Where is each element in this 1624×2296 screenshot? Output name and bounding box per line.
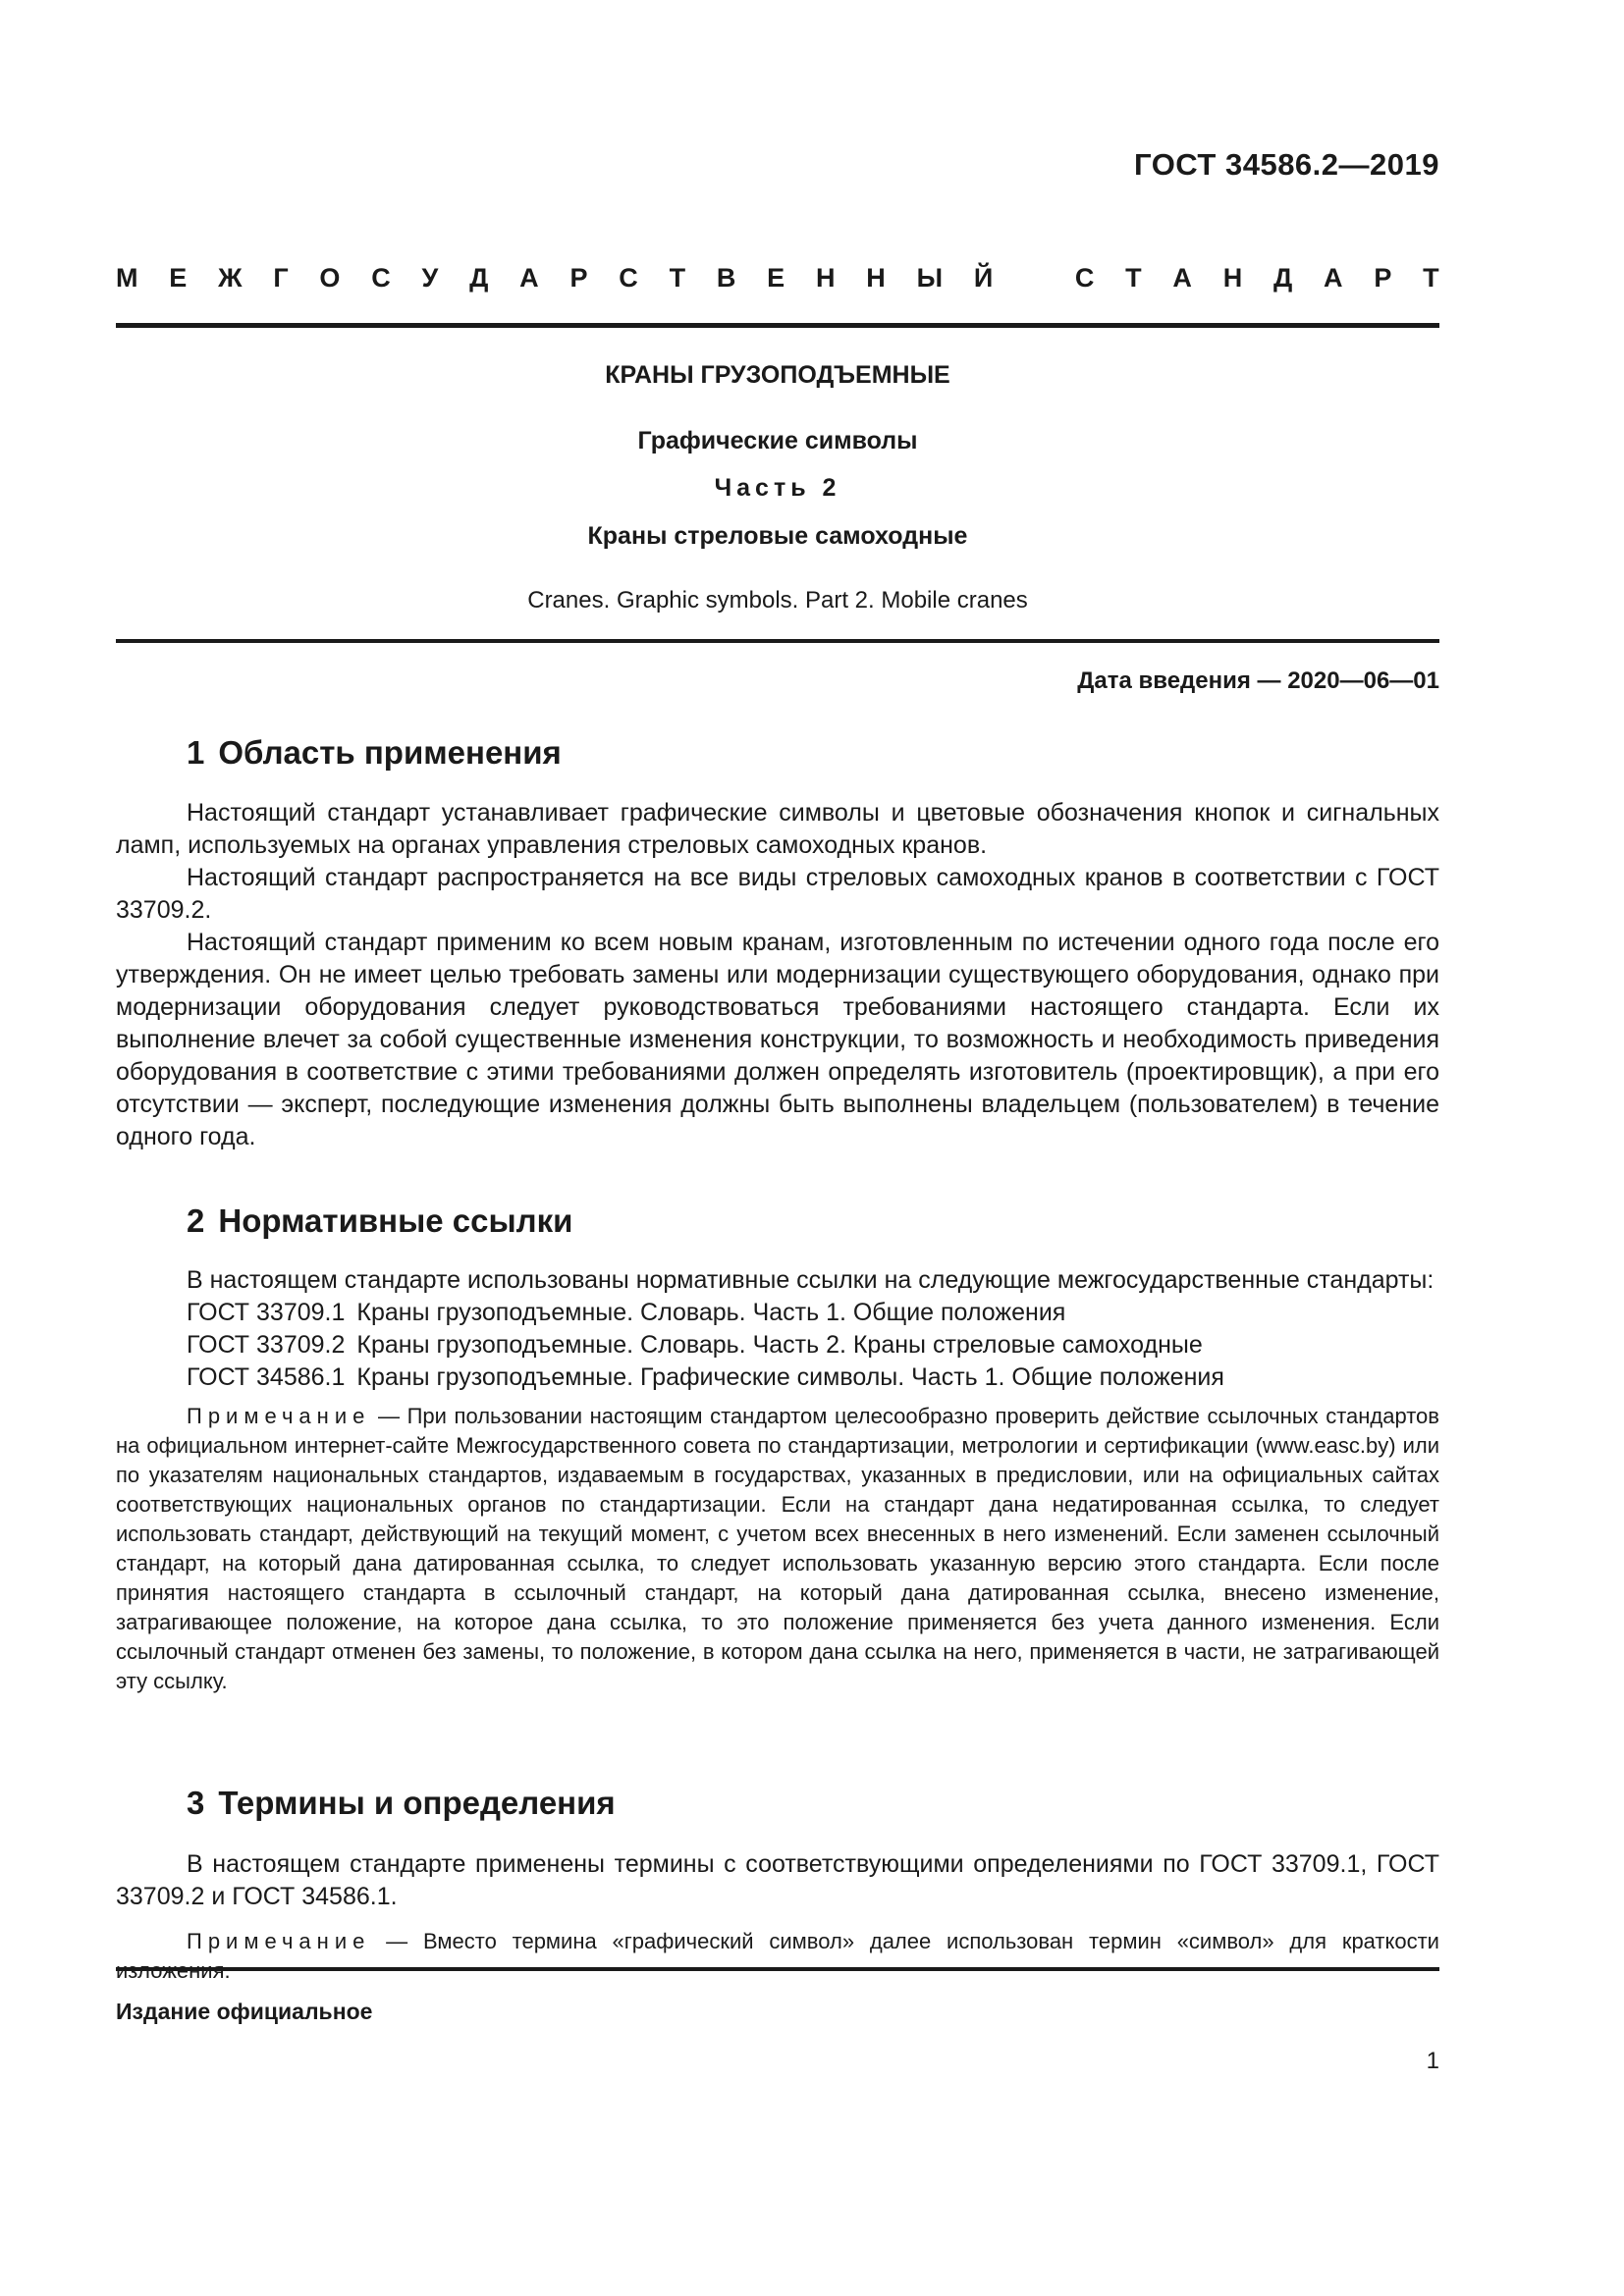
reference-title: Краны грузоподъемные. Словарь. Часть 1. Общие положения	[356, 1299, 1066, 1326]
reference-code: ГОСТ 33709.2	[187, 1331, 346, 1359]
banner-letter: Ж	[218, 263, 243, 293]
banner-letter: А	[1172, 263, 1192, 293]
section-1-body	[116, 797, 1439, 1153]
section-3-number: 3	[187, 1785, 205, 1821]
banner-letter: Н	[1222, 263, 1243, 293]
note-label: Примечание	[187, 1404, 371, 1428]
reference-title: Краны грузоподъемные. Словарь. Часть 2. Краны стреловые самоходные	[356, 1331, 1203, 1359]
reference-item	[116, 1362, 1439, 1394]
document-part-title: Краны стреловые самоходные	[587, 522, 968, 550]
banner-letter: Ы	[916, 263, 944, 293]
document-page	[116, 0, 1439, 2296]
banner-letter: Е	[169, 263, 188, 293]
banner-letter: Н	[815, 263, 836, 293]
section-3-heading	[187, 1785, 616, 1822]
note-text: — При пользовании настоящим стандартом целесообразно проверить действие ссылочных стандартов на официальном интернет-сайте Межгосударственного совета по стандартизации, метрологии и сертификации (www.easc.by) или по указателям национальных стандартов, издаваемым в государствах, указанных в предисловии, или на официальных сайтах соответствующих национальных органов по стандартизации. Если на стандарт дана недатированная ссылка, то следует использовать стандарт, действующий на текущий момент, с учетом всех внесенных в него изменений. Если заменен ссылочный стандарт, на который дана датированная ссылка, то следует использовать указанную версию этого стандарта. Если после принятия настоящего стандарта в ссылочный стандарт, на который дана датированная ссылка, внесено изменение, затрагивающее положение, на которое дана ссылка, то это положение применяется без учета данного изменения. Если ссылочный стандарт отменен без замены, то положение, в котором дана ссылка на него, применяется в части, не затрагивающей эту ссылку.	[116, 1404, 1439, 1693]
note-text: — Вместо термина «графический символ» далее использован термин «символ» для краткости	[386, 1929, 1439, 1953]
banner-letter: Н	[866, 263, 886, 293]
banner-letter: В	[716, 263, 736, 293]
document-title-english: Cranes. Graphic symbols. Part 2. Mobile cranes	[527, 587, 1028, 614]
section-2-body	[116, 1264, 1439, 1696]
banner-word-gap	[1024, 263, 1044, 294]
section-3-body	[116, 1848, 1439, 1986]
section-2-intro: В настоящем стандарте использованы нормативные ссылки на следующие межгосударственные стандарты:	[187, 1266, 1435, 1294]
section-2-number: 2	[187, 1202, 205, 1239]
divider-top	[116, 323, 1439, 328]
document-subtitle: Графические символы	[637, 427, 918, 454]
banner-letter: Т	[669, 263, 686, 293]
section-3-title: Термины и определения	[218, 1785, 616, 1821]
section-1-paragraph: Настоящий стандарт распространяется на все виды стреловых самоходных кранов в соответствии с ГОСТ 33709.2.	[116, 864, 1439, 924]
banner-letter: С	[619, 263, 638, 293]
banner-letter: Г	[273, 263, 289, 293]
divider-footer	[116, 1967, 1439, 1971]
document-title: КРАНЫ ГРУЗОПОДЪЕМНЫЕ	[605, 361, 950, 389]
banner-letter: А	[1324, 263, 1343, 293]
banner-letter: Р	[569, 263, 588, 293]
standard-banner	[116, 263, 1439, 294]
banner-letter: С	[1074, 263, 1095, 293]
banner-letter: У	[421, 263, 439, 293]
reference-code: ГОСТ 34586.1	[187, 1363, 346, 1391]
banner-letter: А	[519, 263, 539, 293]
banner-letter: Т	[1125, 263, 1142, 293]
section-1-title: Область применения	[218, 734, 562, 771]
reference-item	[116, 1297, 1439, 1329]
banner-letter: Т	[1423, 263, 1439, 293]
divider-title	[116, 639, 1439, 643]
introduction-date: Дата введения — 2020—06—01	[1077, 667, 1439, 694]
section-1-number: 1	[187, 734, 205, 771]
banner-letter: Р	[1374, 263, 1392, 293]
banner-letter: Д	[1273, 263, 1293, 293]
banner-letter: Й	[973, 263, 994, 293]
document-part: Часть 2	[714, 474, 841, 502]
page-number: 1	[1426, 2048, 1439, 2074]
reference-item	[116, 1329, 1439, 1362]
section-2-title: Нормативные ссылки	[218, 1202, 573, 1239]
banner-letter: С	[371, 263, 391, 293]
section-1-heading	[187, 734, 562, 772]
section-1-paragraph: Настоящий стандарт устанавливает графические символы и цветовые обозначения кнопок и сигнальных ламп, используемых на органах управления стреловых самоходных кранов.	[116, 799, 1439, 859]
banner-letter: М	[116, 263, 138, 293]
banner-letter: Д	[469, 263, 489, 293]
section-2-heading	[187, 1202, 572, 1240]
edition-label: Издание официальное	[116, 1999, 373, 2024]
document-number: ГОСТ 34586.2—2019	[1134, 147, 1439, 182]
section-3-paragraph: В настоящем стандарте применены термины с соответствующими определениями по ГОСТ 33709.1, ГОСТ 33709.2 и ГОСТ 34586.1.	[116, 1850, 1439, 1910]
section-3-note	[116, 1927, 1439, 1986]
section-2-note	[116, 1402, 1439, 1696]
note-label: Примечание	[187, 1929, 371, 1953]
reference-code: ГОСТ 33709.1	[187, 1299, 346, 1326]
banner-letter: О	[319, 263, 341, 293]
reference-title: Краны грузоподъемные. Графические символы. Часть 1. Общие положения	[356, 1363, 1224, 1391]
banner-letter: Е	[767, 263, 785, 293]
section-1-paragraph: Настоящий стандарт применим ко всем новым кранам, изготовленным по истечении одного года после его утверждения. Он не имеет целью требовать замены или модернизации существующего оборудования, однако при модернизации оборудования следует руководствоваться требованиями настоящего стандарта. Если их выполнение влечет за собой существенные изменения конструкции, то возможность и необходимость приведения оборудования в соответствие с этими требованиями должен определять изготовитель (проектировщик), а при его отсутствии — эксперт, последующие изменения должны быть выполнены владельцем (пользователем) в течение одного года.	[116, 929, 1439, 1150]
